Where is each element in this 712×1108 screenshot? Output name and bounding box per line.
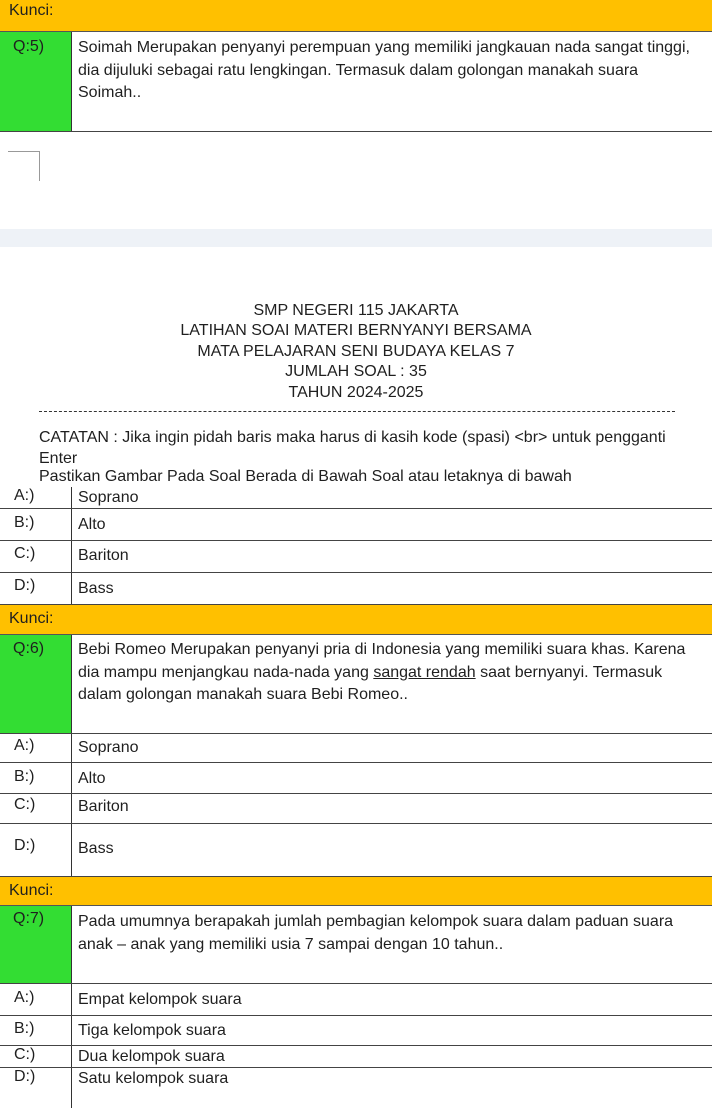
option-label: C:) (0, 541, 72, 572)
option-text: Dua kelompok suara (78, 1048, 225, 1065)
option-row (0, 509, 712, 541)
option-row (0, 763, 712, 794)
page-gap (0, 229, 712, 247)
option-row (0, 573, 712, 605)
question-7-row (0, 906, 712, 984)
option-row (0, 487, 712, 509)
page-corner-mark (8, 151, 40, 181)
option-label: D:) (0, 573, 72, 604)
option-text: Bariton (78, 547, 129, 564)
option-label: D:) (0, 824, 72, 876)
dashed-separator (39, 411, 675, 412)
question-6-text-part: Bebi Romeo Merupakan penyanyi pria di Indonesia yang memiliki suara khas. Karena dia mampu menjangkau nada-nada yang (78, 641, 686, 681)
question-6-underlined: sangat rendah (373, 663, 476, 681)
option-text: Alto (78, 770, 106, 787)
question-6-number: Q:6) (0, 635, 72, 733)
option-text: Tiga kelompok suara (78, 1022, 226, 1039)
option-label: B:) (0, 509, 72, 540)
option-row (0, 541, 712, 573)
school-year: TAHUN 2024-2025 (288, 384, 424, 401)
option-text: Bass (78, 580, 114, 597)
option-label: B:) (0, 1016, 72, 1045)
question-7-text: Pada umumnya berapakah jumlah pembagian kelompok suara dalam paduan suara anak – anak yang memiliki usia 7 sampai dengan 10 tahun.. (78, 913, 674, 953)
option-text: Bass (78, 840, 114, 857)
pastikan-note: Pastikan Gambar Pada Soal Berada di Bawah Soal atau letaknya di bawah (39, 468, 572, 485)
question-6-text-part: saat bernyanyi. Termasuk dalam golongan manakah suara Bebi Romeo.. (78, 663, 663, 703)
option-text: Satu kelompok suara (78, 1070, 229, 1087)
option-row (0, 1068, 712, 1108)
kunci-label: Kunci: (9, 2, 54, 19)
kunci-label: Kunci: (9, 610, 54, 627)
question-5-row (0, 32, 712, 132)
option-text: Alto (78, 516, 106, 533)
option-label: B:) (0, 763, 72, 793)
kunci-row (0, 0, 712, 32)
option-label: C:) (0, 794, 72, 823)
option-label: D:) (0, 1068, 72, 1108)
subject-line: MATA PELAJARAN SENI BUDAYA KELAS 7 (197, 343, 515, 360)
option-label: A:) (0, 734, 72, 762)
school-name: SMP NEGERI 115 JAKARTA (253, 302, 459, 319)
question-count: JUMLAH SOAL : 35 (285, 363, 427, 380)
option-text: Empat kelompok suara (78, 991, 242, 1008)
option-label: A:) (0, 487, 72, 508)
document-title: LATIHAN SOAI MATERI BERNYANYI BERSAMA (180, 322, 532, 339)
option-row (0, 794, 712, 824)
catatan-note: CATATAN : Jika ingin pidah baris maka harus di kasih kode (spasi) <br> untuk pengganti Enter (39, 429, 666, 467)
question-6-text (78, 639, 704, 707)
option-row (0, 984, 712, 1016)
kunci-label: Kunci: (9, 882, 54, 899)
option-row (0, 824, 712, 877)
kunci-row (0, 605, 712, 635)
option-row (0, 734, 712, 763)
question-5-number: Q:5) (0, 32, 72, 131)
question-6-row (0, 635, 712, 734)
kunci-row (0, 877, 712, 906)
option-text: Soprano (78, 489, 139, 506)
option-label: A:) (0, 984, 72, 1015)
option-text: Soprano (78, 739, 139, 756)
option-text: Bariton (78, 798, 129, 815)
option-row (0, 1016, 712, 1046)
option-label: C:) (0, 1046, 72, 1067)
option-row (0, 1046, 712, 1068)
question-5-text: Soimah Merupakan penyanyi perempuan yang memiliki jangkauan nada sangat tinggi, dia dijuluki sebagai ratu lengkingan. Termasuk dalam golongan manakah suara Soimah.. (78, 39, 690, 101)
question-7-number: Q:7) (0, 906, 72, 983)
